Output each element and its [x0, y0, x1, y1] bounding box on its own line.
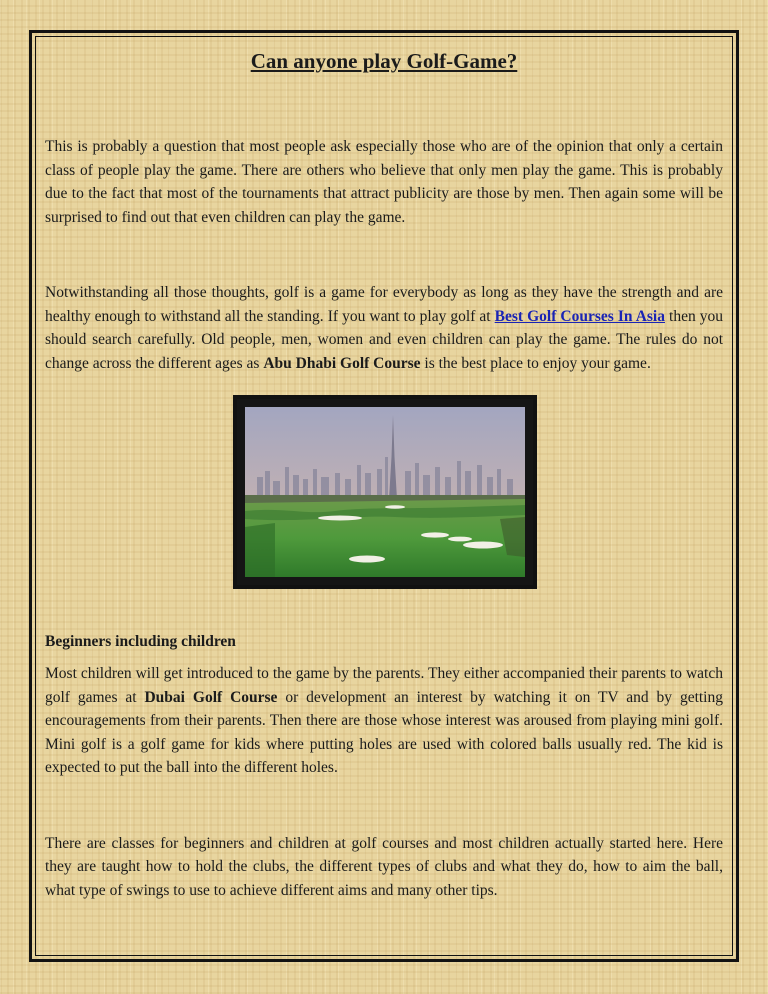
best-golf-courses-link[interactable]: Best Golf Courses In Asia [494, 307, 665, 325]
figure [45, 395, 723, 630]
golf-course-photo-icon [245, 407, 525, 577]
paragraph-text: or development an interest by watching it on TV and by getting encouragements from their parents. Then there are those whose interest was aroused from playing mini golf. Mini golf is a golf game for kids where putting holes are used with colored balls usually red. The kid is expected to put the ball into the different holes. [45, 688, 723, 776]
paragraph-text: Most children will get introduced to the game by the parents. They either accompanied their parents to watch golf games at [45, 665, 723, 706]
paragraph-beginners [45, 662, 723, 780]
paragraph-classes: There are classes for beginners and children at golf courses and most children actually started here. Here they are taught how to hold the clubs, the different types of clubs and what they do, how to aim the ball, what type of swings to use to achieve different aims and many other tips. [45, 834, 723, 899]
page-title: Can anyone play Golf-Game? [250, 49, 518, 73]
dubai-golf-course-bold: Dubai Golf Course [144, 688, 278, 706]
golf-course-photo [233, 395, 537, 589]
abu-dhabi-golf-course-bold: Abu Dhabi Golf Course [263, 354, 421, 372]
paragraph-text: Notwithstanding all those thoughts, golf is a game for everybody as long as they have the strength and are healthy enough to withstand all the standing. If you want to play golf at [45, 284, 723, 325]
paragraph-text: then you should search carefully. Old people, men, women and even children can play the game. The rules do not change across the different ages as [45, 307, 724, 372]
paragraph-everybody [45, 281, 723, 375]
document-body [45, 46, 723, 902]
paragraph-text: is the best place to enjoy your game. [420, 354, 651, 372]
section-heading: Beginners including children [45, 633, 236, 650]
paragraph-intro: This is probably a question that most people ask especially those who are of the opinion that only a certain class of people play the game. There are others who believe that only men play the game. This is probably due to the fact that most of the tournaments that attract publicity are those by men. Then again some will be surprised to find out that even children can play the game. [45, 138, 723, 226]
